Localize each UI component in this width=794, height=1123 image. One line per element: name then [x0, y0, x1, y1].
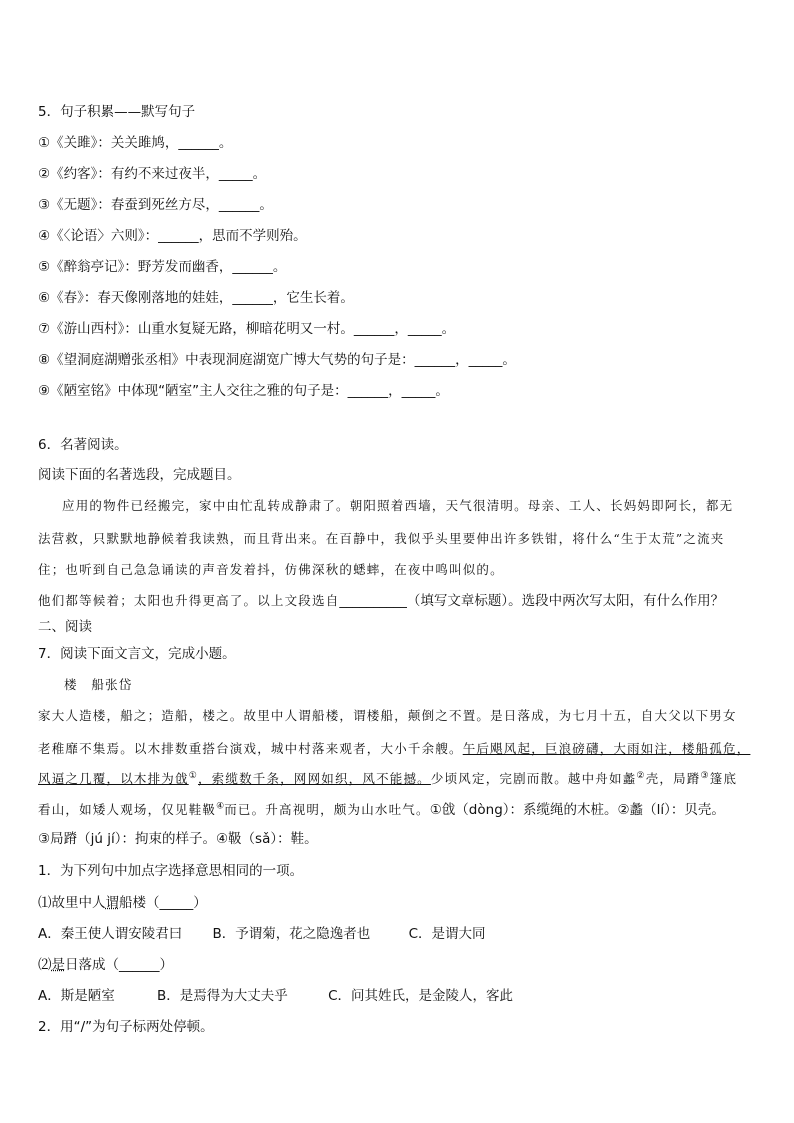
q7-line3-rest: 少顷风定，完剧而散。越中舟如蠡 — [430, 771, 637, 786]
q7-sub1-q2-post: 日落成（______） — [65, 957, 173, 973]
footnote-mark-4: ④ — [216, 801, 225, 812]
q7-notes-2: ③局蹐（jú jí）：拘束的样子。④靸（sǎ）：鞋。 — [38, 831, 318, 847]
q7-passage-line-2 — [38, 740, 750, 758]
q7-sub1-q1 — [38, 894, 207, 912]
q7-sub1-q1-dotted: 谓 — [105, 895, 119, 911]
q7-line4-text-2: 而已。升高视明，颇为山水吐气。 — [224, 802, 430, 817]
footnote-mark-2: ② — [636, 770, 646, 781]
q7-passage-line-3 — [38, 770, 737, 788]
q7-sub1-q2-dotted: 是 — [51, 957, 65, 973]
q5-item-3: ③《无题》：春蚕到死丝方尽，______。 — [38, 197, 273, 213]
q6-question-prefix: 他们都等候着；太阳也升得更高了。以上文段选自 — [38, 593, 340, 608]
q7-sub1-q1-pre: ⑴故里中人 — [38, 895, 106, 911]
q7-line3-end: 篷底 — [709, 771, 738, 786]
q7-sub1-q2-pre: ⑵ — [38, 957, 52, 973]
q7-notes-1: ①戗（dòng）：系缆绳的木桩。②蠡（lí）：贝壳。 — [429, 802, 725, 818]
option-c: C．是谓大同 — [408, 926, 486, 942]
q5-item-2: ②《约客》：有约不来过夜半，_____。 — [38, 166, 267, 182]
q5-item-4: ④《〈论语〉六则》：______，思而不学则殆。 — [38, 228, 307, 244]
option-b: B．是焉得为大丈夫乎 — [157, 988, 288, 1004]
q5-item-5: ⑤《醉翁亭记》：野芳发而幽香，______。 — [38, 259, 287, 275]
q7-sub1-q1-post: 船楼（_____） — [119, 895, 207, 911]
q5-item-9: ⑨《陋室铭》中体现“陋室”主人交往之雅的句子是：______，_____。 — [38, 383, 449, 399]
q7-passage-line-4 — [38, 801, 725, 819]
q7-passage-line-1: 家大人造楼，船之；造船，楼之。故里中人谓船楼，谓楼船，颠倒之不置。是日落成，为七月十五，自大父以下男女 — [38, 708, 737, 723]
q6-question-suffix: （填写文章标题）。选段中两次写太阳，有什么作用？ — [406, 593, 725, 609]
q6-passage-line-2: 法营救，只默默地静候着我读熟，而且背出来。在百静中，我似乎头里要伸出许多铁钳，将什么“生于太荒”之流夹 — [38, 531, 725, 546]
q7-sub2-title: 2．用“/”为句子标两处停顿。 — [38, 1019, 214, 1035]
q5-item-6: ⑥《春》：春天像刚落地的娃娃，______，它生长着。 — [38, 290, 354, 306]
q7-line3-underlined-2: ，索缆数千条，网网如织，风不能撼。 — [197, 771, 431, 786]
q5-title: 5．句子积累——默写句子 — [38, 104, 196, 120]
q6-passage-line-3: 住；也听到自己急急诵读的声音发着抖，仿佛深秋的蟋蟀，在夜中鸣叫似的。 — [38, 562, 504, 577]
option-a: A．斯是陋室 — [38, 988, 115, 1004]
q7-title: 7．阅读下面文言文，完成小题。 — [38, 646, 236, 662]
q5-item-8: ⑧《望洞庭湖赠张丞相》中表现洞庭湖宽广博大气势的句子是：______，_____。 — [38, 352, 516, 368]
q5-item-7: ⑦《游山西村》：山重水复疑无路，柳暗花明又一村。______，_____。 — [38, 321, 456, 337]
q6-question-blank: __________ — [339, 593, 407, 609]
section-two-heading: 二、阅读 — [38, 619, 92, 635]
footnote-mark-1: ① — [188, 770, 198, 781]
q6-title: 6．名著阅读。 — [38, 437, 128, 453]
option-a: A．秦王使人谓安陵君曰 — [38, 926, 183, 942]
q7-sub1-q2 — [38, 956, 173, 974]
q7-article-title: 楼 船张岱 — [64, 677, 133, 692]
q6-passage-line-1: 应用的物件已经搬完，家中由忙乱转成静肃了。朝阳照着西墙，天气很清明。母亲、工人、长妈妈即阿长，都无 — [62, 498, 734, 513]
q7-line3-underlined: 风逼之几覆，以木排为戗 — [38, 771, 189, 786]
footnote-mark-3: ③ — [700, 770, 710, 781]
q7-line2-underlined: 午后飓风起，巨浪磅礴，大雨如注，楼船孤危， — [462, 741, 751, 756]
q7-sub1-q1-options — [38, 925, 486, 943]
q5-item-1: ①《关雎》：关关雎鸠，______。 — [38, 135, 233, 151]
option-b: B．予谓菊，花之隐逸者也 — [212, 926, 371, 942]
q6-instruction: 阅读下面的名著选段，完成题目。 — [38, 467, 241, 483]
q6-question — [38, 592, 724, 610]
q7-sub1-q2-options — [38, 987, 513, 1005]
option-c: C．问其姓氏，是金陵人，客此 — [328, 988, 514, 1004]
q7-sub1-title: 1．为下列句中加点字选择意思相同的一项。 — [38, 863, 304, 879]
q7-line3-tail: 壳，局蹐 — [645, 771, 701, 786]
q7-line2-plain: 老稚靡不集焉。以木排数重搭台演戏，城中村落来观者，大小千余艘。 — [38, 741, 463, 756]
q7-line4-text: 看山，如矮人观场，仅见鞋靸 — [38, 802, 217, 817]
